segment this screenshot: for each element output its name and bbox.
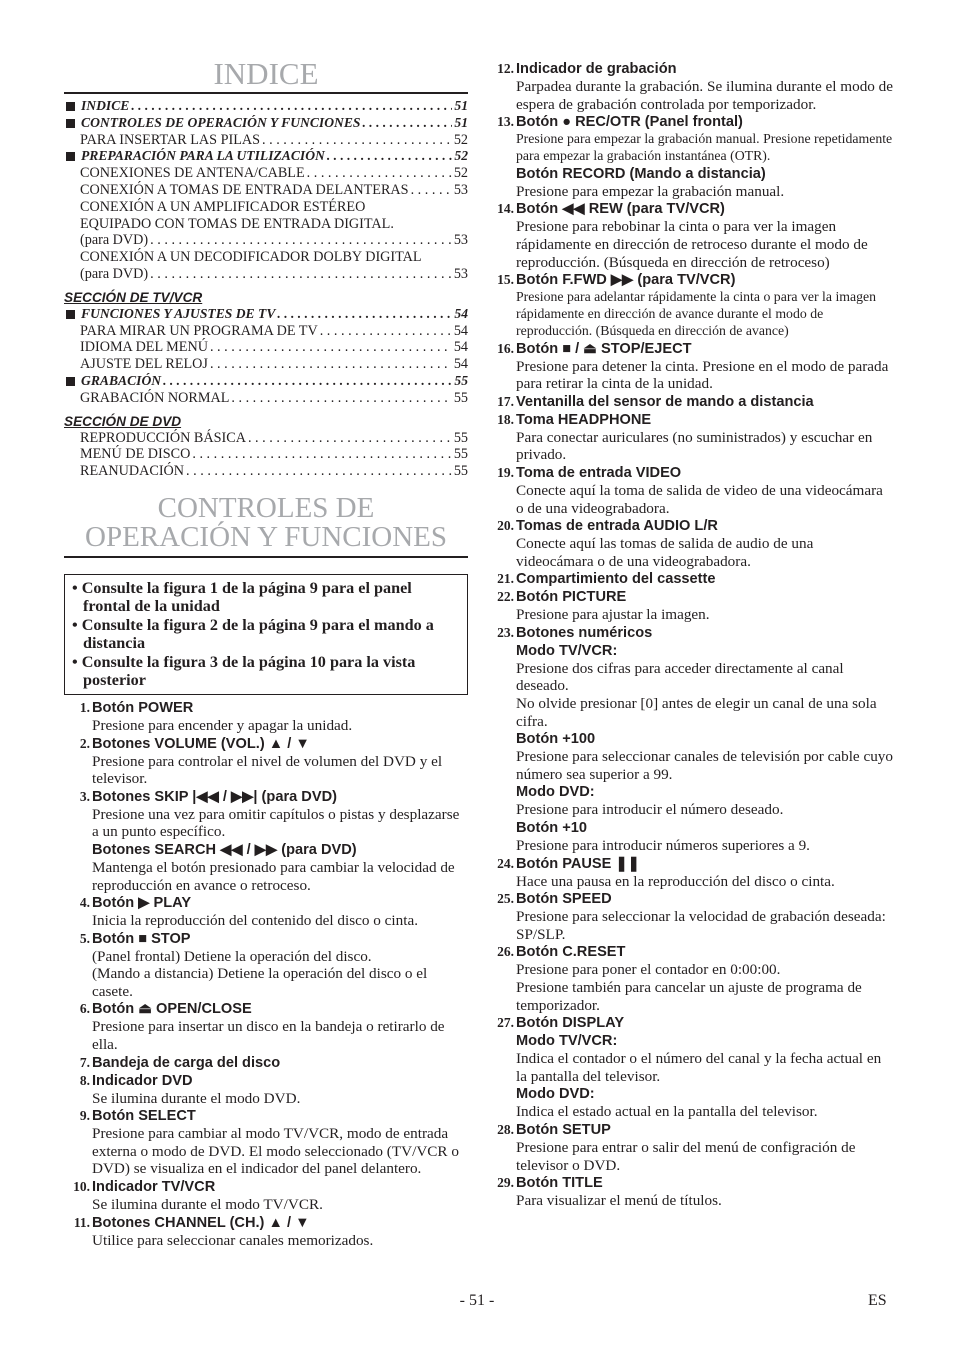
control-item-body	[516, 411, 894, 464]
control-item-description: Presione para entrar o salir del menú de configración de televisor o DVD.	[516, 1138, 856, 1174]
control-item-description: Presione para controlar el nivel de volumen del DVD y el televisor.	[92, 752, 443, 788]
toc-entry-label: EQUIPADO CON TOMAS DE ENTRADA DIGITAL.	[80, 215, 394, 232]
control-item-description: Presione una vez para omitir capítulos o pistas y desplazarse a un punto específico.	[92, 805, 460, 841]
page-number: - 51 -	[459, 1292, 495, 1309]
control-item-description: Indica el estado actual en la pantalla del televisor.	[516, 1103, 818, 1121]
left-column	[64, 58, 468, 1249]
reference-note: • Consulte la figura 2 de la página 9 para el mando a distancia	[72, 615, 434, 653]
control-item-body	[92, 735, 468, 788]
control-item-description: Mantenga el botón presionado para cambiar la velocidad de reproducción en avance o retroceso.	[92, 858, 455, 894]
controles-title	[64, 491, 468, 558]
controles-title-line2: OPERACIÓN Y FUNCIONES	[85, 520, 447, 553]
control-item	[490, 624, 894, 855]
control-list-left	[64, 699, 468, 1249]
control-item-number: 6.	[79, 1001, 90, 1017]
control-item-number: 11.	[73, 1214, 90, 1230]
toc-entry-label: GRABACIÓN NORMAL	[80, 389, 230, 406]
control-item-label: Botón PAUSE ❚❚	[516, 855, 640, 872]
control-item-body	[516, 624, 894, 855]
control-item-label: Botones CHANNEL (CH.) ▲ / ▼	[92, 1214, 310, 1231]
control-item	[64, 1054, 468, 1072]
control-item-label: Toma HEADPHONE	[516, 411, 652, 428]
toc-entry-page: 55	[453, 389, 468, 406]
toc-entry	[64, 390, 468, 407]
toc-entry-label: (para DVD)	[80, 232, 149, 249]
control-item	[490, 1121, 894, 1174]
control-item-body	[516, 393, 894, 411]
control-item-body	[92, 1214, 468, 1250]
language-code: ES	[868, 1292, 887, 1309]
control-item-label: Botones numéricos	[516, 624, 653, 641]
control-item-number: 22.	[497, 589, 514, 605]
control-item	[64, 1214, 468, 1250]
toc-entry-label: REPRODUCCIÓN BÁSICA	[80, 429, 246, 446]
control-item-number: 18.	[497, 411, 514, 427]
control-item-description: Se ilumina durante el modo DVD.	[92, 1089, 301, 1107]
toc-entry	[64, 98, 468, 115]
control-item	[490, 393, 894, 411]
toc-dot-leader	[186, 463, 452, 480]
control-item	[64, 735, 468, 788]
control-item-label: Botón DISPLAY	[516, 1015, 625, 1032]
control-item-label: Botón SELECT	[92, 1108, 196, 1125]
control-item-label: Botones SKIP |◀◀ / ▶▶| (para DVD)	[92, 788, 337, 805]
toc-entry	[64, 182, 468, 199]
control-item	[490, 60, 894, 113]
control-item-number: 23.	[497, 624, 514, 640]
toc-entry	[64, 430, 468, 447]
control-item-label: Botón TITLE	[516, 1175, 603, 1192]
toc-dot-leader	[150, 232, 452, 249]
control-item-label: Botón ■ / ⏏ STOP/EJECT	[516, 340, 692, 357]
control-item-body	[92, 1107, 468, 1178]
control-item	[490, 411, 894, 464]
control-item-description: Inicia la reproducción del contenido del disco o cinta.	[92, 912, 418, 930]
control-item-body	[92, 699, 468, 735]
control-item-label: Botón POWER	[92, 699, 194, 716]
toc-entry-label: PARA INSERTAR LAS PILAS	[80, 131, 260, 148]
toc-dot-leader	[150, 266, 452, 283]
control-item-description: Presione para empezar la grabación manual. Presione repetidamente para empezar la grabación instantánea (OTR).	[516, 131, 893, 163]
toc-entry-page: 51	[454, 114, 468, 130]
control-item	[490, 588, 894, 624]
toc-entry-label: REANUDACIÓN	[80, 463, 185, 480]
control-item-body	[92, 894, 468, 930]
toc-dot-leader	[320, 323, 452, 340]
bullet-square-icon	[66, 310, 75, 319]
toc-entry-label: PARA MIRAR UN PROGRAMA DE TV	[80, 322, 318, 339]
control-item-label: Modo DVD:	[516, 1086, 595, 1103]
control-item	[490, 517, 894, 570]
control-item-number: 25.	[497, 891, 514, 907]
control-item-number: 28.	[497, 1121, 514, 1137]
control-item-number: 9.	[79, 1108, 90, 1124]
control-item-body	[92, 1054, 468, 1072]
control-item-body	[516, 588, 894, 624]
toc-entry-page: 53	[453, 232, 468, 249]
control-item-description: No olvide presionar [0] antes de elegir un canal de una sola cifra.	[516, 695, 877, 730]
control-item-description: Parpadea durante la grabación. Se ilumina durante el modo de espera de grabación controlada por temporizador.	[516, 78, 894, 113]
controles-title-line1: CONTROLES DE	[157, 491, 375, 524]
toc-dot-leader	[411, 182, 452, 199]
toc-entry	[64, 356, 468, 373]
toc-entry-page: 53	[453, 181, 468, 198]
indice-title: INDICE	[64, 58, 468, 94]
control-item-label: Botón ● REC/OTR (Panel frontal)	[516, 114, 743, 131]
control-item-body	[516, 855, 894, 891]
section-heading-tvvcr: SECCIÓN DE TV/VCR	[64, 289, 203, 305]
toc-entry-amplifier	[64, 199, 468, 233]
toc-group-dvd	[64, 430, 468, 480]
control-item	[64, 1000, 468, 1053]
control-item	[64, 1072, 468, 1108]
control-item-label: Botón ⏏ OPEN/CLOSE	[92, 1001, 252, 1018]
control-item-number: 15.	[497, 272, 514, 288]
control-item-number: 19.	[497, 464, 514, 480]
control-item-description: Presione para seleccionar la velocidad de grabación deseada: SP/SLP.	[516, 908, 886, 943]
control-item	[490, 271, 894, 339]
control-item-body	[516, 517, 894, 570]
toc-entry-label: CONEXIÓN A UN DECODIFICADOR DOLBY DIGITAL	[80, 249, 422, 266]
toc-dot-leader	[327, 148, 453, 165]
control-item-label: Compartimiento del cassette	[516, 571, 716, 588]
control-item-description: (Panel frontal) Detiene la operación del disco.	[92, 947, 372, 965]
control-item-description: Indica el contador o el número del canal y la fecha actual en la pantalla del televisor.	[516, 1050, 882, 1085]
control-item-number: 14.	[497, 201, 514, 217]
bullet-square-icon	[66, 377, 75, 386]
toc-entry	[64, 463, 468, 480]
toc-entry	[64, 148, 468, 165]
toc-entry-label: GRABACIÓN	[81, 372, 162, 388]
control-item-number: 8.	[79, 1072, 90, 1088]
toc-dot-leader	[210, 356, 452, 373]
control-item-label: Botón F.FWD ▶▶ (para TV/VCR)	[516, 272, 736, 289]
toc-dot-leader	[192, 446, 451, 463]
control-item-description: Conecte aquí la toma de salida de video de una videocámara o de una videograbadora.	[516, 481, 883, 517]
toc-entry-label: AJUSTE DEL RELOJ	[80, 356, 208, 373]
control-item-label: Botón +10	[516, 820, 587, 837]
control-item-number: 12.	[497, 61, 514, 76]
control-item-number: 10.	[73, 1179, 90, 1195]
control-item-body	[516, 570, 894, 588]
reference-note-box	[64, 574, 468, 695]
control-item	[490, 113, 894, 200]
control-item-description: Presione para introducir el número deseado.	[516, 801, 784, 819]
control-item	[64, 894, 468, 930]
toc-entry-label: MENÚ DE DISCO	[80, 446, 191, 463]
control-item-number: 16.	[497, 340, 514, 356]
toc-entry-label: INDICE	[81, 98, 130, 113]
control-item	[64, 1107, 468, 1178]
toc-entry-label: (para DVD)	[80, 265, 149, 282]
control-item-label: Modo TV/VCR:	[516, 642, 618, 659]
toc-entry-label: PREPARACIÓN PARA LA UTILIZACIÓN	[81, 148, 325, 164]
control-item-description: Presione para rebobinar la cinta o para ver la imagen rápidamente en dirección de retroceso durante el modo de reproducción. (Búsqueda en dirección de retroceso)	[516, 218, 868, 271]
toc-entry-page: 53	[453, 265, 468, 282]
control-item-description: Presione para introducir números superiores a 9.	[516, 837, 810, 855]
control-item-number: 26.	[497, 944, 514, 960]
control-item	[490, 890, 894, 943]
toc-entry-page: 54	[453, 339, 468, 356]
control-item-label: Indicador DVD	[92, 1072, 193, 1089]
toc-dot-leader	[231, 390, 451, 407]
control-item-description: Presione dos cifras para acceder directamente al canal deseado.	[516, 659, 844, 695]
control-item-number: 17.	[497, 393, 514, 409]
control-item-body	[516, 1121, 894, 1174]
reference-note: • Consulte la figura 1 de la página 9 para el panel frontal de la unidad	[72, 578, 412, 616]
toc-dot-leader	[262, 132, 452, 149]
control-item	[64, 788, 468, 894]
control-item-description: Para conectar auriculares (no suministrados) y escuchar en privado.	[516, 428, 873, 464]
toc-entry-page: 55	[453, 429, 468, 446]
bullet-square-icon	[66, 102, 75, 111]
control-item-description: Presione para insertar un disco en la bandeja o retirarlo de ella.	[92, 1018, 445, 1054]
section-heading-dvd: SECCIÓN DE DVD	[64, 413, 182, 429]
toc-entry-page: 52	[453, 131, 468, 148]
toc-entry-label: FUNCIONES Y AJUSTES DE TV	[81, 305, 276, 321]
control-item-body	[92, 1178, 468, 1214]
control-item	[64, 930, 468, 1001]
control-item-label: Botón RECORD (Mando a distancia)	[516, 165, 766, 182]
toc-entry	[64, 323, 468, 340]
toc-dot-leader	[210, 339, 452, 356]
control-item-label: Botones VOLUME (VOL.) ▲ / ▼	[92, 735, 310, 752]
control-item-body	[516, 60, 894, 113]
toc-group-main	[64, 98, 468, 199]
toc-entry-page: 55	[453, 463, 468, 480]
control-item-label: Botón +100	[516, 731, 596, 748]
toc-entry-label: IDIOMA DEL MENÚ	[80, 339, 208, 356]
control-item-number: 1.	[79, 699, 90, 715]
control-item	[490, 943, 894, 1014]
control-item-number: 27.	[497, 1015, 514, 1031]
toc-entry	[64, 339, 468, 356]
control-item-body	[516, 340, 894, 393]
control-item-body	[92, 1000, 468, 1053]
toc-entry	[64, 115, 468, 132]
toc-dot-leader	[248, 430, 452, 447]
reference-note: • Consulte la figura 3 de la página 10 para la vista posterior	[72, 652, 416, 690]
toc-dot-leader	[131, 98, 452, 115]
control-item-description: Presione también para cancelar un ajuste de programa de temporizador.	[516, 979, 862, 1014]
control-item-label: Botón ▶ PLAY	[92, 895, 192, 912]
toc-dot-leader	[362, 115, 452, 132]
control-item-body	[516, 113, 894, 200]
toc-entry	[64, 232, 468, 249]
control-item-label: Botón SPEED	[516, 891, 612, 908]
control-item	[64, 1178, 468, 1214]
toc-entry-label: CONTROLES DE OPERACIÓN Y FUNCIONES	[81, 114, 361, 130]
toc-dot-leader	[277, 306, 452, 323]
control-item-number: 20.	[497, 518, 514, 534]
control-item-label: Botón ◀◀ REW (para TV/VCR)	[516, 201, 725, 218]
toc-entry-label: CONEXIONES DE ANTENA/CABLE	[80, 165, 305, 182]
control-item-description: Presione para adelantar rápidamente la cinta o para ver la imagen rápidamente en dirección de avance durante el modo de reproducción. (Búsqueda en dirección de avance)	[516, 289, 877, 338]
toc-entry-page: 54	[453, 322, 468, 339]
control-item-description: Presione para detener la cinta. Presione en el modo de parada para retirar la cinta de la unidad.	[516, 357, 889, 393]
bullet-square-icon	[66, 119, 75, 128]
control-item-body	[92, 788, 468, 894]
control-item	[490, 464, 894, 517]
control-item	[490, 1014, 894, 1121]
control-item-label: Ventanilla del sensor de mando a distancia	[516, 393, 814, 410]
control-item-label: Indicador de grabación	[516, 61, 677, 77]
control-item-body	[516, 943, 894, 1014]
toc-entry-page: 52	[454, 148, 468, 164]
control-item-label: Botón SETUP	[516, 1121, 611, 1138]
control-item	[64, 699, 468, 735]
control-item-body	[516, 464, 894, 517]
control-item-body	[516, 271, 894, 339]
toc-entry	[64, 306, 468, 323]
control-item-description: (Mando a distancia) Detiene la operación del disco o el casete.	[92, 965, 428, 1000]
control-item-label: Botón ■ STOP	[92, 930, 191, 947]
toc-entry	[64, 266, 468, 283]
control-item-body	[516, 200, 894, 271]
table-of-contents	[64, 98, 468, 480]
toc-entry-page: 54	[453, 356, 468, 373]
control-item-description: Presione para poner el contador en 0:00:00.	[516, 961, 781, 979]
toc-group-tvvcr	[64, 306, 468, 407]
toc-entry-page: 52	[453, 165, 468, 182]
control-item	[490, 1174, 894, 1210]
control-item-body	[516, 1174, 894, 1210]
toc-entry	[64, 373, 468, 390]
toc-entry-page: 55	[453, 446, 468, 463]
toc-entry-dolby	[64, 249, 468, 266]
control-item-label: Botón PICTURE	[516, 589, 627, 606]
control-item-description: Se ilumina durante el modo TV/VCR.	[92, 1196, 323, 1214]
control-item-number: 3.	[79, 788, 90, 804]
control-item-description: Presione para cambiar al modo TV/VCR, modo de entrada externa o modo de DVD. El modo seleccionado (TV/VCR o DVD) se visualiza en el indicador del panel delantero.	[92, 1125, 459, 1178]
bullet-square-icon	[66, 152, 75, 161]
control-item-label: Modo DVD:	[516, 784, 595, 801]
control-item-number: 13.	[497, 114, 514, 130]
control-item-description: Conecte aquí las tomas de salida de audio de una videocámara o de una videograbadora.	[516, 535, 814, 570]
toc-dot-leader	[307, 165, 452, 182]
control-item-description: Presione para empezar la grabación manual.	[516, 182, 785, 200]
control-item-label: Botones SEARCH ◀◀ / ▶▶ (para DVD)	[92, 841, 357, 858]
control-item-label: Toma de entrada VIDEO	[516, 464, 682, 481]
toc-entry-label: CONEXIÓN A UN AMPLIFICADOR ESTÉREO	[80, 198, 366, 215]
toc-dot-leader	[163, 373, 452, 390]
control-item-label: Botón C.RESET	[516, 944, 626, 961]
control-item-body	[516, 890, 894, 943]
control-item-label: Bandeja de carga del disco	[92, 1054, 281, 1071]
control-list-right	[490, 60, 894, 1210]
control-item-number: 5.	[79, 930, 90, 946]
control-item-number: 4.	[79, 895, 90, 911]
control-item	[490, 340, 894, 393]
right-column	[490, 60, 894, 1210]
toc-entry-page: 54	[454, 305, 468, 321]
control-item-description: Presione para seleccionar canales de televisión por cable cuyo número sea superior a 99.	[516, 748, 893, 783]
toc-entry	[64, 132, 468, 149]
control-item-body	[516, 1014, 894, 1121]
toc-entry	[64, 165, 468, 182]
control-item-description: Presione para ajustar la imagen.	[516, 606, 710, 624]
control-item-body	[92, 930, 468, 1001]
control-item	[490, 200, 894, 271]
control-item	[490, 570, 894, 588]
control-item-number: 2.	[79, 735, 90, 751]
control-item-label: Modo TV/VCR:	[516, 1033, 618, 1050]
control-item-number: 29.	[497, 1175, 514, 1191]
control-item-label: Tomas de entrada AUDIO L/R	[516, 518, 718, 535]
control-item-description: Utilice para seleccionar canales memorizados.	[92, 1231, 374, 1249]
control-item-description: Para visualizar el menú de títulos.	[516, 1192, 722, 1210]
control-item-number: 21.	[497, 571, 514, 587]
toc-entry-page: 51	[454, 98, 468, 113]
control-item-number: 24.	[497, 855, 514, 871]
toc-entry-label: CONEXIÓN A TOMAS DE ENTRADA DELANTERAS	[80, 181, 409, 198]
control-item-label: Indicador TV/VCR	[92, 1179, 216, 1196]
toc-entry-page: 55	[454, 372, 468, 388]
control-item	[490, 855, 894, 891]
control-item-description: Hace una pausa en la reproducción del disco o cinta.	[516, 872, 835, 890]
control-item-number: 7.	[79, 1054, 90, 1070]
toc-entry	[64, 446, 468, 463]
control-item-description: Presione para encender y apagar la unidad.	[92, 716, 353, 734]
control-item-body	[92, 1072, 468, 1108]
